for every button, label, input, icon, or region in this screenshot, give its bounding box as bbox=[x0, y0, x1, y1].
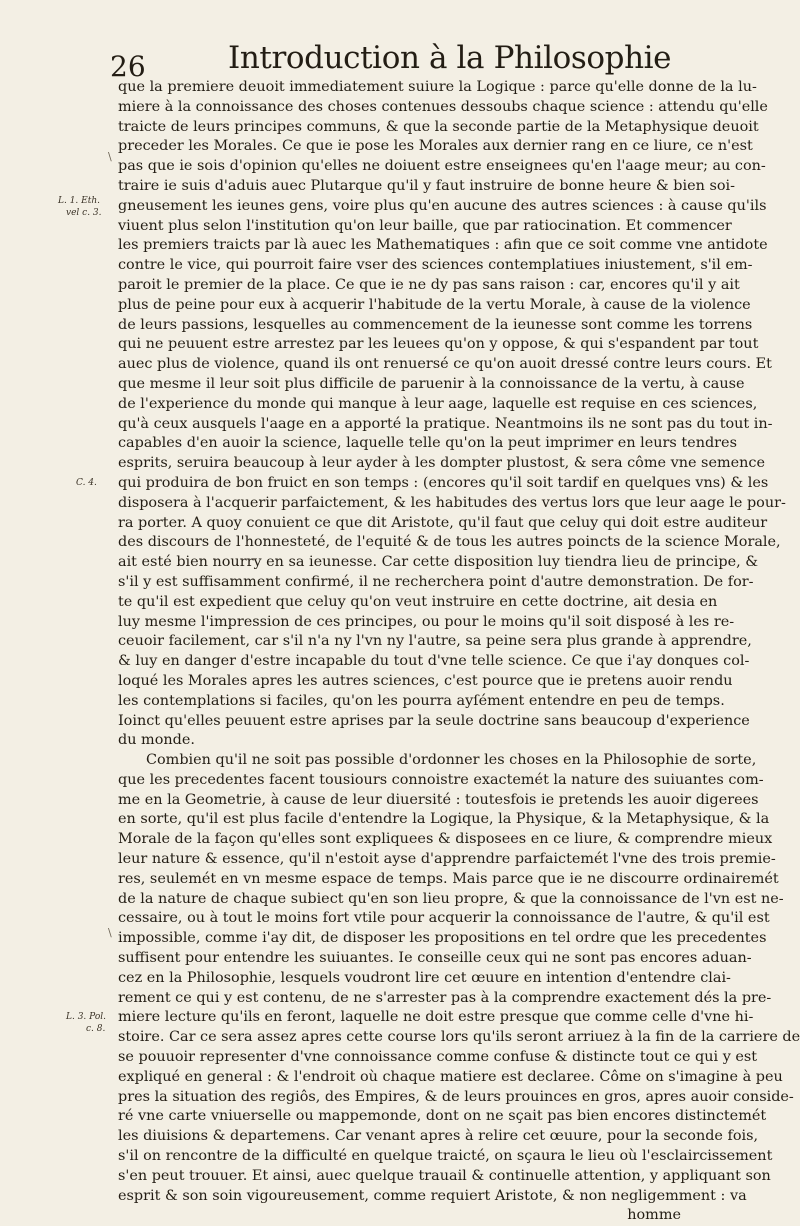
text-line: contre le vice, qui pourroit faire vser des sciences contemplatiues iniustement, s'il em- bbox=[118, 257, 753, 274]
margin-note: L. 1. Eth. bbox=[58, 196, 100, 206]
text-line: impossible, comme i'ay dit, de disposer les propositions en tel ordre que les precedentes bbox=[118, 930, 767, 947]
page-number: 26 bbox=[110, 50, 146, 83]
text-line: viuent plus selon l'institution qu'on leur baille, que par ratiocination. Et commencer bbox=[118, 217, 732, 234]
running-title: Introduction à la Philosophie bbox=[228, 40, 672, 76]
text-line: res, seulemét en vn mesme espace de temps. Mais parce que ie ne discourre ordinairemét bbox=[118, 870, 779, 887]
text-body bbox=[118, 78, 800, 1226]
text-line: s'en peut trouuer. Et ainsi, auec quelque trauail & continuelle attention, y appliquant son bbox=[118, 1167, 771, 1184]
text-line: traire ie suis d'aduis auec Plutarque qu'il y faut instruire de bonne heure & bien soi- bbox=[118, 177, 735, 194]
text-line: pres la situation des regiôs, des Empires, & de leurs prouinces en gros, apres auoir conside- bbox=[118, 1088, 794, 1105]
margin-mark-icon: \ bbox=[108, 150, 112, 163]
catchword: homme bbox=[627, 1207, 681, 1224]
text-line: esprits, seruira beaucoup à leur ayder à les dompter plustost, & sera côme vne semence bbox=[118, 455, 765, 472]
text-line: Morale de la façon qu'elles sont expliquees & disposees en ce liure, & comprendre mieux bbox=[118, 831, 773, 848]
text-line: s'il y est suffisamment confirmé, il ne recherchera point d'autre demonstration. De for- bbox=[118, 573, 754, 590]
text-line: Ioinct qu'elles peuuent estre aprises par la seule doctrine sans beaucoup d'experience bbox=[118, 712, 750, 729]
text-line: qui ne peuuent estre arrestez par les leuees qu'on y oppose, & qui s'espandent par tout bbox=[118, 336, 759, 353]
text-line: loqué les Morales apres les autres sciences, c'est pource que ie pretens auoir rendu bbox=[118, 672, 733, 689]
text-line: leur nature & essence, qu'il n'estoit ayse d'apprendre parfaictemét l'vne des trois premie- bbox=[118, 851, 776, 868]
text-line: ait esté bien nourry en sa ieunesse. Car cette disposition luy tiendra lieu de principe, & bbox=[118, 554, 759, 571]
text-line: gneusement les ieunes gens, voire plus qu'en aucune des autres sciences : à cause qu'ils bbox=[118, 197, 767, 214]
text-line: luy mesme l'impression de ces principes, ou pour le moins qu'il soit disposé à les re- bbox=[118, 613, 735, 630]
margin-note: C. 4. bbox=[76, 478, 97, 488]
text-line: en sorte, qu'il est plus facile d'entendre la Logique, la Physique, & la Metaphysique, & la bbox=[118, 811, 770, 828]
text-line: les premiers traicts par là auec les Mathematiques : afin que ce soit comme vne antidote bbox=[118, 237, 768, 254]
text-line: rement ce qui y est contenu, de ne s'arrester pas à la comprendre exactement dés la pre- bbox=[118, 989, 772, 1006]
text-line: plus de peine pour eux à acquerir l'habitude de la vertu Morale, à cause de la violence bbox=[118, 296, 751, 313]
text-line: s'il on rencontre de la difficulté en quelque traicté, on sçaura le lieu où l'esclaircissement bbox=[118, 1148, 773, 1165]
margin-note: c. 8. bbox=[86, 1024, 106, 1034]
text-line: cessaire, ou à tout le moins fort vtile pour acquerir la connoissance de l'autre, & qu'il est bbox=[118, 910, 770, 927]
text-line: les diuisions & departemens. Car venant apres à relire cet œuure, pour la seconde fois, bbox=[118, 1128, 759, 1145]
text-line: des discours de l'honnesteté, de l'equité & de tous les autres poincts de la science Morale, bbox=[118, 534, 781, 551]
text-line: esprit & son soin vigoureusement, comme requiert Aristote, & non negligemment : va bbox=[118, 1187, 747, 1204]
text-line: pas que ie sois d'opinion qu'elles ne doiuent estre enseignees qu'en l'aage meur; au con- bbox=[118, 158, 766, 175]
text-line: qu'à ceux ausquels l'aage en a apporté la pratique. Neantmoins ils ne sont pas du tout in- bbox=[118, 415, 773, 432]
text-line: ceuoir facilement, car s'il n'a ny l'vn ny l'autre, sa peine sera plus grande à apprendre, bbox=[118, 633, 752, 650]
text-line: me en la Geometrie, à cause de leur diuersité : toutesfois ie pretends les auoir digerees bbox=[118, 791, 759, 808]
text-line: capables d'en auoir la science, laquelle telle qu'on la peut imprimer en leurs tendres bbox=[118, 435, 737, 452]
text-line: se pouuoir representer d'vne connoissance comme confuse & distincte tout ce qui y est bbox=[118, 1049, 758, 1066]
text-line: Combien qu'il ne soit pas possible d'ordonner les choses en la Philosophie de sorte, bbox=[146, 752, 757, 769]
margin-note: vel c. 3. bbox=[66, 208, 102, 218]
text-line: auec plus de violence, quand ils ont renuersé ce qu'on auoit dressé contre leurs cours. Et bbox=[118, 356, 772, 373]
text-line: & luy en danger d'estre incapable du tout d'vne telle science. Ce que i'ay donques col- bbox=[118, 653, 750, 670]
text-line: suffisent pour entendre les suiuantes. Ie conseille ceux qui ne sont pas encores aduan- bbox=[118, 950, 752, 967]
margin-note: L. 3. Pol. bbox=[66, 1012, 106, 1022]
text-line: stoire. Car ce sera assez apres cette course lors qu'ils seront arriuez à la fin de la carriere de bbox=[118, 1029, 800, 1046]
text-line: miere à la connoissance des choses contenues dessoubs chaque science : attendu qu'elle bbox=[118, 98, 768, 115]
text-line: que la premiere deuoit immediatement suiure la Logique : parce qu'elle donne de la lu- bbox=[118, 79, 757, 95]
text-line: ré vne carte vniuerselle ou mappemonde, dont on ne sçait pas bien encores distinctemét bbox=[118, 1108, 767, 1125]
text-line: que les precedentes facent tousiours connoistre exactemét la nature des suiuantes com- bbox=[118, 771, 764, 788]
text-line: paroit le premier de la place. Ce que ie ne dy pas sans raison : car, encores qu'il y ait bbox=[118, 276, 740, 293]
text-line: miere lecture qu'ils en feront, laquelle ne doit estre presque que comme celle d'vne hi- bbox=[118, 1009, 754, 1026]
text-line: de leurs passions, lesquelles au commencement de la ieunesse sont comme les torrens bbox=[118, 316, 753, 333]
text-line: preceder les Morales. Ce que ie pose les Morales aux dernier rang en ce liure, ce n'est bbox=[118, 138, 753, 155]
text-line: qui produira de bon fruict en son temps : (encores qu'il soit tardif en quelques vns) & les bbox=[118, 474, 769, 491]
text-line: les contemplations si faciles, qu'on les pourra ayſément entendre en peu de temps. bbox=[118, 692, 725, 709]
text-line: que mesme il leur soit plus difficile de paruenir à la connoissance de la vertu, à cause bbox=[118, 375, 745, 392]
text-line: expliqué en general : & l'endroit où chaque matiere est declaree. Côme on s'imagine à peu bbox=[118, 1068, 783, 1085]
margin-mark-icon: \ bbox=[108, 926, 112, 939]
text-line: traicte de leurs principes communs, & que la seconde partie de la Metaphysique deuoit bbox=[118, 118, 759, 135]
text-line: ra porter. A quoy conuient ce que dit Aristote, qu'il faut que celuy qui doit estre auditeur bbox=[118, 514, 768, 531]
text-line: te qu'il est expedient que celuy qu'on veut instruire en cette doctrine, ait desia en bbox=[118, 593, 718, 610]
text-line: du monde. bbox=[118, 732, 195, 749]
text-line: de la nature de chaque subiect qu'en son lieu propre, & que la connoissance de l'vn est ne- bbox=[118, 890, 784, 907]
text-line: de l'experience du monde qui manque à leur aage, laquelle est requise en ces sciences, bbox=[118, 395, 758, 412]
text-line: disposera à l'acquerir parfaictement, & les habitudes des vertus lors que leur aage le pour- bbox=[118, 494, 786, 511]
text-line: cez en la Philosophie, lesquels voudront lire cet œuure en intention d'entendre clai- bbox=[118, 969, 731, 986]
